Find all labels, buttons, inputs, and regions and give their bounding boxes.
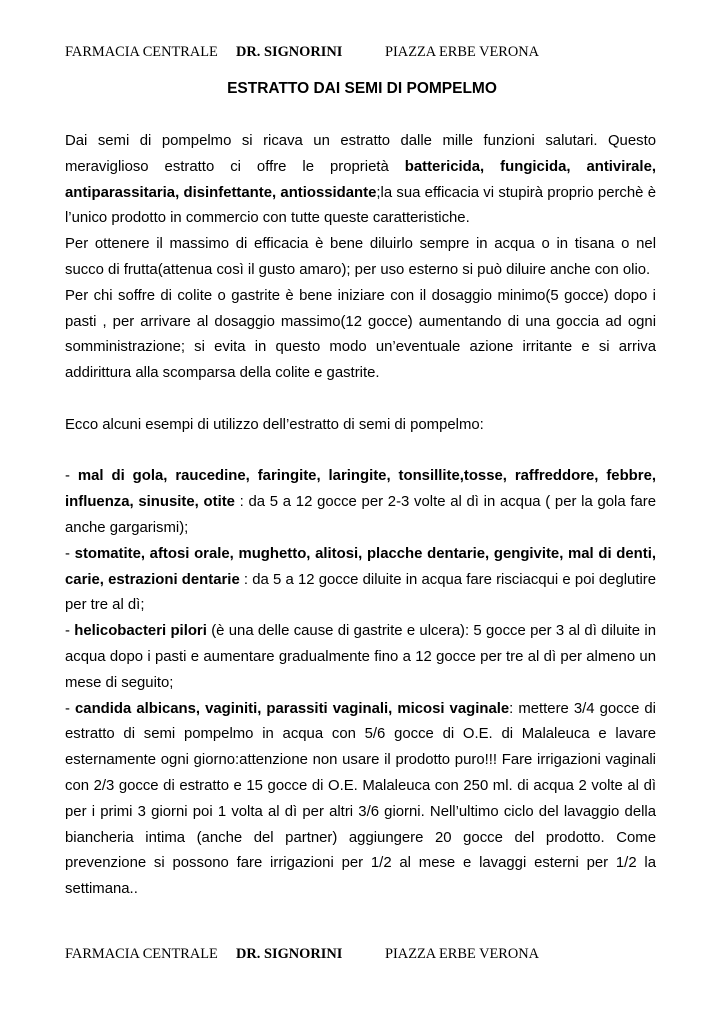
footer-pharmacy: FARMACIA CENTRALE	[65, 946, 218, 962]
use-conditions: mal di gola, raucedine, faringite, laringite, tonsillite,tosse, raffreddore, febbre, influenza, sinusite, otite	[65, 468, 656, 511]
footer-location: PIAZZA ERBE VERONA	[385, 946, 540, 962]
examples-heading: Ecco alcuni esempi di utilizzo dell’estratto di semi di pompelmo:	[65, 416, 484, 433]
intro-paragraph-1: Dai semi di pompelmo si ricava un estratto dalle mille funzioni salutari. Questo meraviglioso estratto ci offre le proprietà battericida, fungicida, antivirale, antiparassitaria, disinfettante, antiossidante;la sua efficacia vi stupirà proprio perchè è l’unico prodotto in commercio con tutte queste caratteristiche.	[65, 133, 656, 227]
intro-paragraph-3: Per chi soffre di colite o gastrite è bene iniziare con il dosaggio minimo(5 gocce) dopo i pasti , per arrivare al dosaggio massimo(12 gocce) aumentando di una goccia ad ogni somministrazione; si evita in questo modo un’eventuale azione irritante e si arriva addirittura alla scomparsa della colite e gastrite.	[65, 287, 656, 382]
use-conditions: candida albicans, vaginiti, parassiti vaginali, micosi vaginale	[75, 700, 510, 717]
properties-list: battericida, fungicida, antivirale, antiparassitaria, disinfettante, antiossidante	[65, 158, 656, 201]
use-conditions: helicobacteri pilori	[74, 623, 207, 640]
use-dosage: : da 5 a 12 gocce per 2-3 volte al dì in acqua ( per la gola fare anche gargarismi);	[65, 494, 657, 536]
use-dosage: : mettere 3/4 gocce di estratto di semi pompelmo in acqua con 5/6 gocce di O.E. di Malaleuca e lavare esternamente ogni giorno:attenzione non usare il prodotto puro!!! Fare irrigazioni vaginali con 2/3 gocce di estratto e 15 gocce di O.E. Malaleuca con 250 ml. di acqua 2 volte al dì per i primi 3 giorni poi 1 volta al dì per altri 3/6 giorni. Nell’ultimo ciclo del lavaggio della biancheria intima (anche del partner) aggiungere 20 gocce del prodotto. Come prevenzione si possono fare irrigazioni per 1/2 al mese e lavaggi esterni per 1/2 la settimana..	[65, 700, 656, 898]
use-item: - mal di gola, raucedine, faringite, laringite, tonsillite,tosse, raffreddore, febbre, influenza, sinusite, otite : da 5 a 12 gocce per 2-3 volte al dì in acqua ( per la gola fare anche gargarismi);	[65, 468, 657, 536]
document-body	[65, 129, 656, 903]
footer-doctor: DR. SIGNORINI	[236, 946, 343, 962]
intro-paragraph-2: Per ottenere il massimo di efficacia è bene diluirlo sempre in acqua o in tisana o nel succo di frutta(attenua così il gusto amaro); per uso esterno si può diluire anche con olio.	[65, 236, 656, 278]
use-dosage: (è una delle cause di gastrite e ulcera): 5 gocce per 3 al dì diluite in acqua dopo i pasti e aumentare gradualmente fino a 12 gocce per tre al dì per almeno un mese di seguito;	[65, 623, 656, 691]
use-dosage: : da 5 a 12 gocce diluite in acqua fare risciacqui e poi deglutire per tre al dì;	[65, 571, 657, 614]
spacer	[65, 387, 656, 413]
use-item: - candida albicans, vaginiti, parassiti vaginali, micosi vaginale: mettere 3/4 gocce di estratto di semi pompelmo in acqua con 5/6 gocce di O.E. di Malaleuca e lavare esternamente ogni giorno:attenzione non usare il prodotto puro!!! Fare irrigazioni vaginali con 2/3 gocce di estratto e 15 gocce di O.E. Malaleuca con 250 ml. di acqua 2 volte al dì per i primi 3 giorni poi 1 volta al dì per altri 3/6 giorni. Nell’ultimo ciclo del lavaggio della biancheria intima (anche del partner) aggiungere 20 gocce del prodotto. Come prevenzione si possono fare irrigazioni per 1/2 al mese e lavaggi esterni per 1/2 la settimana..	[65, 700, 656, 898]
header-pharmacy: FARMACIA CENTRALE	[65, 44, 218, 60]
header-location: PIAZZA ERBE VERONA	[385, 44, 540, 60]
header-doctor: DR. SIGNORINI	[236, 44, 343, 60]
use-conditions: stomatite, aftosi orale, mughetto, alitosi, placche dentarie, gengivite, mal di denti, carie, estrazioni dentarie	[65, 545, 656, 588]
spacer	[65, 439, 656, 465]
page-title: ESTRATTO DAI SEMI DI POMPELMO	[227, 80, 497, 97]
use-item: - helicobacteri pilori (è una delle cause di gastrite e ulcera): 5 gocce per 3 al dì diluite in acqua dopo i pasti e aumentare gradualmente fino a 12 gocce per tre al dì per almeno un mese di seguito;	[65, 623, 656, 691]
use-item: - stomatite, aftosi orale, mughetto, alitosi, placche dentarie, gengivite, mal di denti, carie, estrazioni dentarie : da 5 a 12 gocce diluite in acqua fare risciacqui e poi deglutire per tre al dì;	[65, 545, 657, 614]
